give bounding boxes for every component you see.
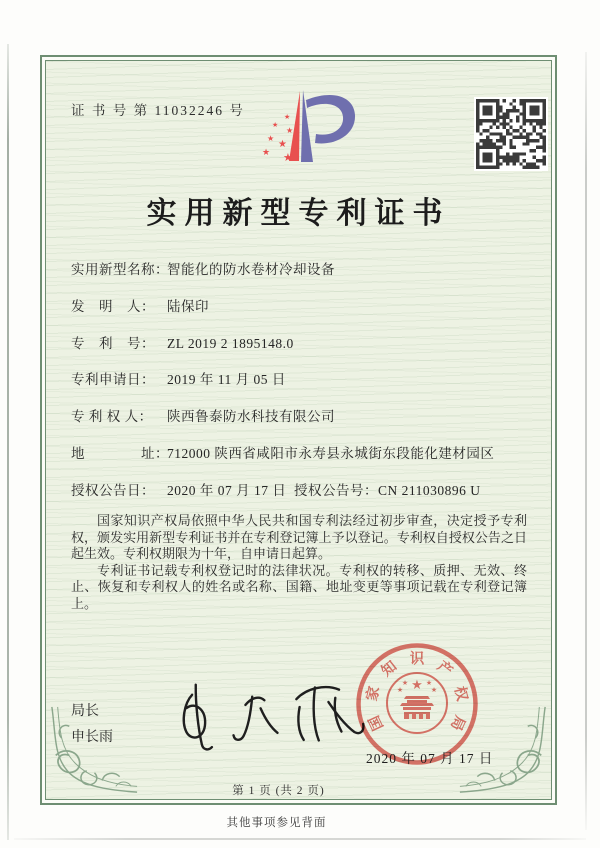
grant-number-value: CN 211030896 U (378, 482, 481, 498)
grant-date-label: 授权公告日： (71, 482, 155, 498)
field-value: 2019 年 11 月 05 日 (167, 372, 286, 388)
qr-code (474, 97, 548, 171)
signature-image (166, 676, 378, 762)
certificate-number: 证 书 号 第 11032246 号 (71, 103, 245, 118)
svg-text:家: 家 (364, 684, 384, 703)
grant-number-label: 授权公告号： (294, 482, 378, 498)
svg-text:局: 局 (447, 712, 468, 733)
certificate-title: 实用新型专利证书 (146, 197, 451, 230)
seal-date: 2020 年 07 月 17 日 (366, 751, 494, 766)
corner-ornament-icon (457, 705, 549, 797)
logo-stars-icon (262, 113, 293, 164)
grant-date-value: 2020 年 07 月 17 日 (167, 482, 287, 498)
svg-text:★: ★ (401, 679, 409, 687)
field-label: 专 利 权 人： (71, 409, 153, 425)
field-row-inventor (71, 298, 531, 335)
svg-text:★: ★ (286, 126, 294, 135)
page-edge-bottom (14, 838, 586, 840)
page-edge-left (7, 44, 9, 840)
svg-text:识: 识 (409, 651, 425, 668)
footer-note: 其他事项参见背面 (226, 817, 327, 829)
certificate-fields (71, 261, 531, 519)
svg-text:★: ★ (411, 677, 423, 692)
svg-text:★: ★ (272, 121, 279, 129)
svg-text:★: ★ (267, 134, 275, 143)
svg-text:国: 国 (366, 712, 387, 733)
national-emblem-stars-icon (397, 677, 437, 694)
signer-name: 申长雨 (71, 730, 113, 745)
svg-text:★: ★ (284, 113, 291, 121)
certificate-body (45, 60, 552, 800)
svg-text:产: 产 (433, 658, 456, 680)
svg-text:★: ★ (430, 686, 438, 694)
legal-paragraph-1: 国家知识产权局依照中华人民共和国专利法经过初步审查，决定授予专利权，颁发实用新型专利证书并在专利登记簿上予以登记。专利权自授权公告之日起生效。专利权期限为十年，自申请日起算。 (71, 513, 527, 561)
legal-text (71, 513, 527, 612)
svg-text:★: ★ (262, 147, 271, 157)
field-label: 专利申请日： (71, 372, 155, 388)
field-value: 陆保印 (167, 298, 209, 314)
signer-title: 局长 (71, 704, 99, 719)
field-value: 712000 陕西省咸阳市永寿县永城街东段能化建材园区 (167, 445, 495, 461)
page-edge-right (585, 52, 587, 830)
field-label: 实用新型名称： (71, 262, 169, 277)
field-value: 智能化的防水卷材冷却设备 (167, 262, 335, 277)
svg-text:★: ★ (283, 152, 293, 164)
field-value: ZL 2019 2 1895148.0 (167, 335, 294, 351)
field-row-filing-date (71, 371, 531, 408)
national-emblem-gate-icon (400, 696, 434, 719)
field-row-address (71, 445, 531, 482)
field-label: 发 明 人： (71, 298, 155, 314)
svg-text:知: 知 (378, 658, 401, 680)
field-label: 专 利 号： (71, 335, 155, 351)
field-row-invention-name (71, 261, 531, 298)
certificate-border (40, 55, 557, 805)
corner-ornament-icon (48, 705, 140, 797)
grant-number-pair (294, 482, 481, 499)
page-indicator: 第 1 页 (共 2 页) (232, 785, 325, 797)
svg-text:★: ★ (278, 139, 287, 150)
field-label: 地 址： (71, 445, 169, 461)
field-value: 陕西鲁泰防水科技有限公司 (167, 409, 335, 425)
legal-paragraph-2: 专利证书记载专利权登记时的法律状况。专利权的转移、质押、无效、终止、恢复和专利权人的姓名或名称、国籍、地址变更等事项记载在专利登记簿上。 (71, 562, 527, 611)
field-row-patent-number (71, 335, 531, 372)
field-row-patentee (71, 408, 531, 445)
svg-text:权: 权 (450, 684, 470, 703)
svg-text:★: ★ (425, 679, 433, 687)
svg-text:★: ★ (396, 686, 404, 694)
cnipa-patent-logo-icon (258, 87, 376, 179)
